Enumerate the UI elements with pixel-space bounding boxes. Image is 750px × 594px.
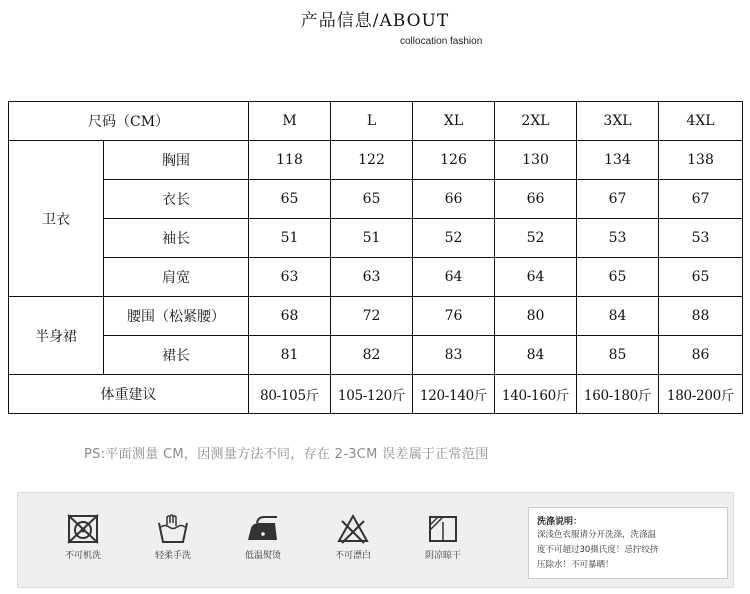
care-label: 低温熨烫 bbox=[244, 551, 281, 561]
low-temp-iron-icon bbox=[246, 513, 280, 545]
size-col-header: XL bbox=[413, 102, 495, 141]
care-label: 不可漂白 bbox=[334, 551, 371, 561]
size-table bbox=[8, 101, 743, 414]
instructions-body bbox=[537, 528, 723, 573]
row-label: 衣长 bbox=[104, 180, 249, 219]
table-cell: 64 bbox=[495, 258, 577, 297]
size-col-header: 2XL bbox=[495, 102, 577, 141]
table-row bbox=[9, 258, 743, 297]
measurement-note: PS:平面测量 CM，因测量方法不同，存在 2-3CM 误差属于正常范围 bbox=[84, 447, 489, 462]
group-label-hoodie: 卫衣 bbox=[9, 141, 104, 297]
size-col-header: L bbox=[331, 102, 413, 141]
table-cell: 120-140斤 bbox=[413, 375, 495, 414]
table-cell: 126 bbox=[413, 141, 495, 180]
table-cell: 105-120斤 bbox=[331, 375, 413, 414]
table-cell: 80-105斤 bbox=[249, 375, 331, 414]
page-title: 产品信息/ABOUT bbox=[300, 11, 450, 31]
care-item bbox=[228, 513, 298, 561]
instructions-line: 压除水！不可暴晒！ bbox=[537, 560, 614, 570]
page-subtitle: collocation fashion bbox=[400, 36, 483, 47]
table-cell: 160-180斤 bbox=[577, 375, 659, 414]
table-header-row bbox=[9, 102, 743, 141]
row-label: 裙长 bbox=[104, 336, 249, 375]
no-bleach-icon bbox=[336, 513, 370, 545]
table-cell: 67 bbox=[659, 180, 743, 219]
weight-label: 体重建议 bbox=[9, 375, 249, 414]
table-cell: 83 bbox=[413, 336, 495, 375]
instructions-line: 度不可超过30摄氏度！忌拧绞挤 bbox=[537, 545, 659, 555]
table-cell: 140-160斤 bbox=[495, 375, 577, 414]
table-cell: 86 bbox=[659, 336, 743, 375]
table-cell: 88 bbox=[659, 297, 743, 336]
table-cell: 63 bbox=[249, 258, 331, 297]
table-row bbox=[9, 297, 743, 336]
shade-dry-icon bbox=[426, 513, 460, 545]
care-label: 阴凉晾干 bbox=[424, 551, 461, 561]
table-cell: 134 bbox=[577, 141, 659, 180]
group-label-skirt: 半身裙 bbox=[9, 297, 104, 375]
table-cell: 67 bbox=[577, 180, 659, 219]
size-col-header: 3XL bbox=[577, 102, 659, 141]
table-cell: 66 bbox=[495, 180, 577, 219]
table-cell: 84 bbox=[577, 297, 659, 336]
table-cell: 52 bbox=[495, 219, 577, 258]
table-cell: 53 bbox=[577, 219, 659, 258]
table-cell: 65 bbox=[577, 258, 659, 297]
washing-instructions bbox=[528, 507, 728, 579]
table-cell: 122 bbox=[331, 141, 413, 180]
row-label: 袖长 bbox=[104, 219, 249, 258]
table-row bbox=[9, 219, 743, 258]
table-row-weight bbox=[9, 375, 743, 414]
care-panel bbox=[17, 492, 734, 588]
instructions-line: 深浅色衣服请分开洗涤，洗涤温 bbox=[537, 530, 657, 540]
table-cell: 80 bbox=[495, 297, 577, 336]
table-cell: 65 bbox=[659, 258, 743, 297]
table-cell: 51 bbox=[249, 219, 331, 258]
care-item bbox=[318, 513, 388, 561]
table-cell: 65 bbox=[331, 180, 413, 219]
care-label: 不可机洗 bbox=[64, 551, 101, 561]
care-item bbox=[408, 513, 478, 561]
table-cell: 85 bbox=[577, 336, 659, 375]
table-cell: 66 bbox=[413, 180, 495, 219]
table-cell: 51 bbox=[331, 219, 413, 258]
table-row bbox=[9, 180, 743, 219]
table-cell: 52 bbox=[413, 219, 495, 258]
table-cell: 118 bbox=[249, 141, 331, 180]
size-col-header: 4XL bbox=[659, 102, 743, 141]
table-cell: 180-200斤 bbox=[659, 375, 743, 414]
table-row bbox=[9, 141, 743, 180]
care-item bbox=[48, 513, 118, 561]
table-cell: 138 bbox=[659, 141, 743, 180]
table-cell: 64 bbox=[413, 258, 495, 297]
row-label: 腰围（松紧腰） bbox=[104, 297, 249, 336]
instructions-title: 洗涤说明： bbox=[537, 517, 583, 527]
size-header-label: 尺码（CM） bbox=[9, 102, 249, 141]
table-cell: 81 bbox=[249, 336, 331, 375]
row-label: 胸围 bbox=[104, 141, 249, 180]
no-machine-wash-icon bbox=[66, 513, 100, 545]
table-cell: 63 bbox=[331, 258, 413, 297]
table-row bbox=[9, 336, 743, 375]
table-cell: 76 bbox=[413, 297, 495, 336]
care-label: 轻柔手洗 bbox=[154, 551, 191, 561]
table-cell: 65 bbox=[249, 180, 331, 219]
table-cell: 72 bbox=[331, 297, 413, 336]
table-cell: 130 bbox=[495, 141, 577, 180]
row-label: 肩宽 bbox=[104, 258, 249, 297]
size-col-header: M bbox=[249, 102, 331, 141]
table-cell: 68 bbox=[249, 297, 331, 336]
table-cell: 53 bbox=[659, 219, 743, 258]
table-cell: 82 bbox=[331, 336, 413, 375]
care-item bbox=[138, 513, 208, 561]
hand-wash-icon bbox=[156, 513, 190, 545]
table-cell: 84 bbox=[495, 336, 577, 375]
